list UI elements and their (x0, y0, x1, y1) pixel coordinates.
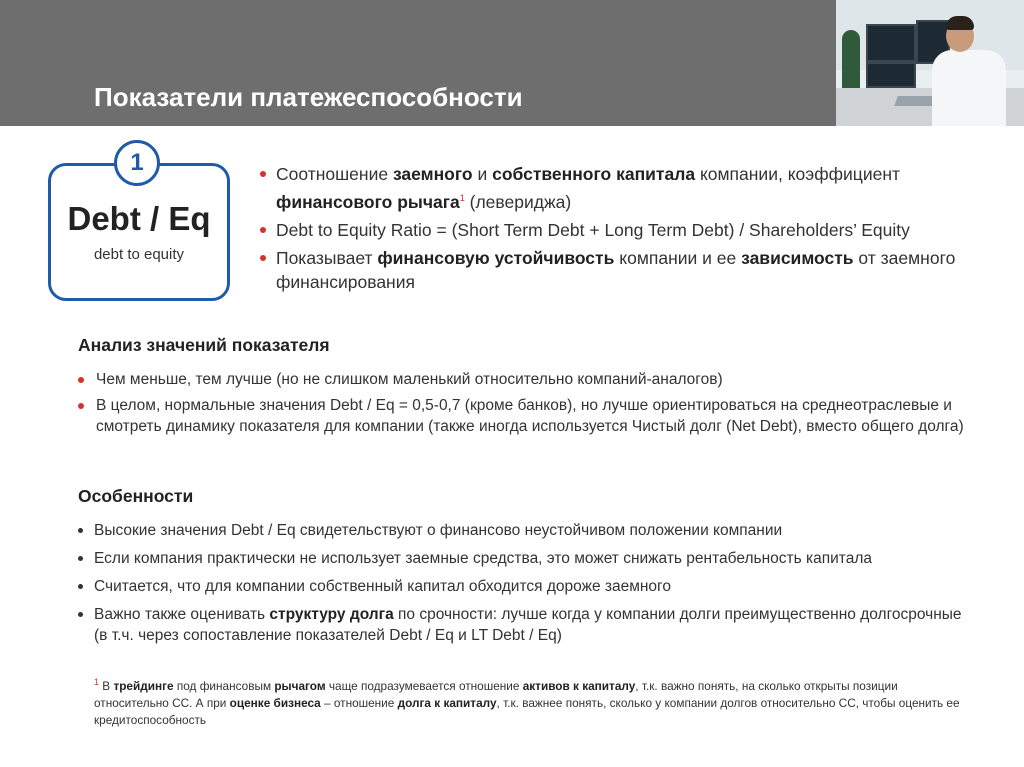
header-photo (836, 0, 1024, 126)
bullet-dot-icon (260, 255, 266, 261)
analysis-heading: Анализ значений показателя (78, 335, 330, 355)
list-item: Важно также оценивать структуру долга по срочности: лучше когда у компании долги преимущественно долгосрочные (в т.ч. через сопоставление показателей Debt / Eq и LT Debt / Eq) (78, 604, 978, 646)
bullet-dot-icon (78, 403, 84, 409)
analysis-list (78, 369, 978, 442)
bullet-dot-icon (78, 584, 83, 589)
bullet-dot-icon (260, 227, 266, 233)
formula-text: Debt to Equity Ratio = (Short Term Debt + Long Term Debt) / Shareholders’ Equity (276, 219, 910, 240)
bullet-dot-icon (78, 612, 83, 617)
badge-title: Debt / Eq (67, 200, 211, 237)
bullet-dot-icon (78, 528, 83, 533)
list-item: Если компания практически не использует заемные средства, это может снижать рентабельность капитала (78, 548, 978, 569)
bullet-dot-icon (78, 377, 84, 383)
main-bullet-2 (260, 218, 1010, 242)
features-heading: Особенности (78, 486, 194, 506)
badge-number: 1 (114, 140, 160, 186)
footnote-ref: 1 (459, 193, 465, 203)
main-bullets (260, 162, 1010, 298)
list-item: Считается, что для компании собственный капитал обходится дороже заемного (78, 576, 978, 597)
page-title: Показатели платежеспособности (94, 82, 523, 112)
bullet-dot-icon (260, 171, 266, 177)
features-list (78, 520, 978, 653)
list-item: В целом, нормальные значения Debt / Eq = 0,5-0,7 (кроме банков), но лучше ориентироваться на среднеотраслевые и смотреть динамику показателя для компании (также иногда используется Чистый долг (Net Debt), вместо общего долга) (78, 395, 978, 437)
header-bar (0, 0, 836, 126)
main-bullet-1: Соотношение заемного и собственного капитала компании, коэффициент финансового рычага$^1$ (левериджа) (260, 162, 1010, 214)
main-bullet-3: Показывает финансовую устойчивость компании и ее зависимость от заемного финансирования (260, 246, 1010, 294)
list-item: Высокие значения Debt / Eq свидетельствуют о финансово неустойчивом положении компании (78, 520, 978, 541)
list-item: Чем меньше, тем лучше (но не слишком маленький относительно компаний-аналогов) (78, 369, 978, 390)
footnote: $^1$ В трейдинге под финансовым рычагом чаще подразумевается отношение активов к капиталу, т.к. важно понять, на сколько открыты позиции относительно СС. А при оценке бизнеса – отношение долга к капиталу, т.к. важнее понять, сколько у компании долгов относительно СС, чтобы оценить ее кредитоспособность (94, 677, 960, 727)
bullet-dot-icon (78, 556, 83, 561)
badge-subtitle: debt to equity (93, 246, 185, 263)
